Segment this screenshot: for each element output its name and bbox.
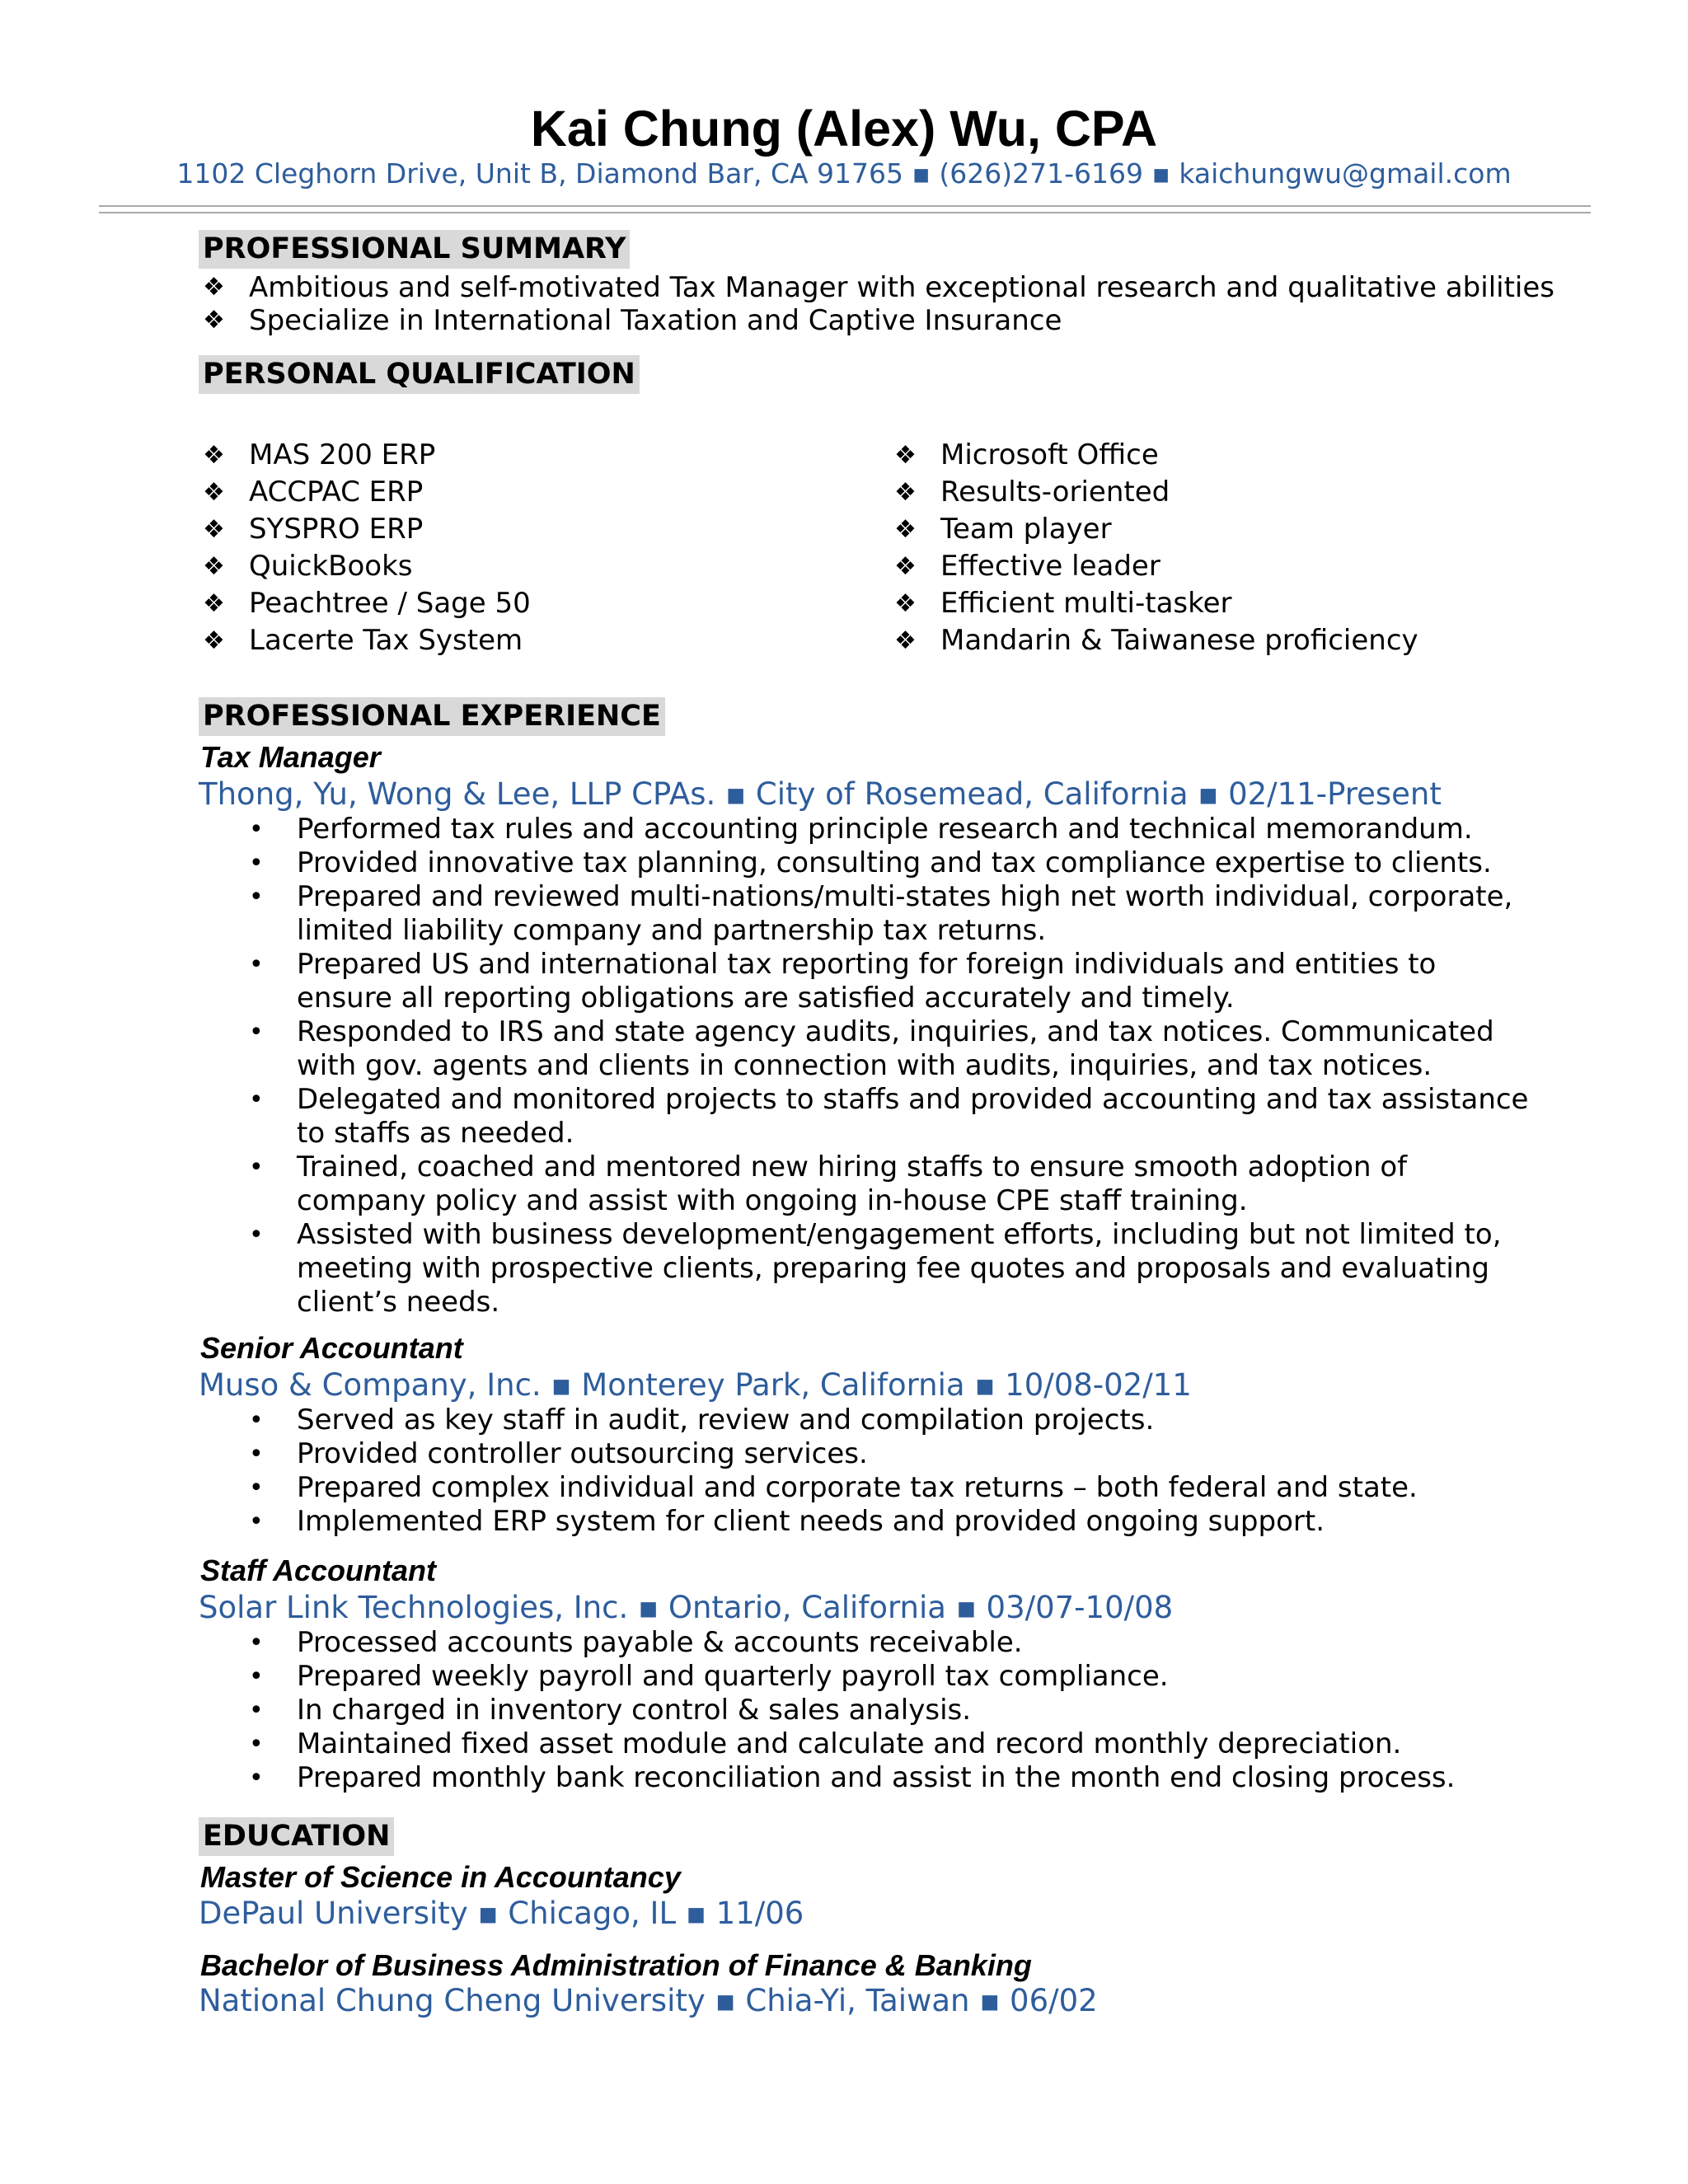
job-bullets xyxy=(247,1404,1533,1539)
list-item: • Assisted with business development/engagement efforts, including but not limited to, meeting with prospective clients, preparing fee quotes and proposals and evaluating client’s needs. xyxy=(249,1218,1502,1319)
diamond-bullet-icon: ❖ xyxy=(203,273,225,302)
list-item: • Implemented ERP system for client needs and provided ongoing support. xyxy=(249,1505,1325,1538)
diamond-bullet-icon: ❖ xyxy=(203,306,225,335)
list-item: • Prepared complex individual and corporate tax returns – both federal and state. xyxy=(249,1471,1418,1504)
section-heading-summary: PROFESSIONAL SUMMARY xyxy=(199,230,630,269)
section-heading-qualification: PERSONAL QUALIFICATION xyxy=(199,355,640,394)
bullet-icon: • xyxy=(249,1406,264,1435)
bullet-icon: • xyxy=(249,1730,264,1759)
list-item: • In charged in inventory control & sales analysis. xyxy=(249,1694,972,1727)
bullet-icon: • xyxy=(249,1764,264,1793)
diamond-bullet-icon: ❖ xyxy=(894,441,917,470)
diamond-bullet-icon: ❖ xyxy=(894,626,917,655)
candidate-name: Kai Chung (Alex) Wu, CPA xyxy=(530,101,1158,157)
degree-title: Master of Science in Accountancy xyxy=(200,1860,681,1894)
list-item: • Processed accounts payable & accounts receivable. xyxy=(249,1626,1023,1659)
bullet-icon: • xyxy=(249,1153,264,1182)
diamond-bullet-icon: ❖ xyxy=(894,552,917,581)
list-item: ❖ SYSPRO ERP xyxy=(199,511,531,548)
list-item: ❖ Effective leader xyxy=(890,548,1418,585)
list-item: ❖ Ambitious and self-motivated Tax Manager with exceptional research and qualitative abilities xyxy=(203,271,1555,304)
bullet-icon: • xyxy=(249,849,264,878)
list-item: ❖ Peachtree / Sage 50 xyxy=(199,585,531,622)
list-item: • Served as key staff in audit, review and compilation projects. xyxy=(249,1404,1155,1436)
bullet-icon: • xyxy=(249,1221,264,1249)
job-bullets xyxy=(247,1626,1533,1795)
list-item: ❖ QuickBooks xyxy=(199,548,531,585)
list-item: ❖ Efficient multi-tasker xyxy=(890,585,1418,622)
list-item: ❖ Mandarin & Taiwanese proficiency xyxy=(890,622,1418,659)
list-item: ❖ ACCPAC ERP xyxy=(199,474,531,511)
diamond-bullet-icon: ❖ xyxy=(203,478,225,507)
bullet-icon: • xyxy=(249,1662,264,1691)
degree-meta: National Chung Cheng University ▪ Chia-Yi, Taiwan ▪ 06/02 xyxy=(199,1983,1098,2018)
job-meta: Muso & Company, Inc. ▪ Monterey Park, California ▪ 10/08-02/11 xyxy=(199,1367,1192,1403)
job-title: Tax Manager xyxy=(200,740,381,774)
list-item: ❖ Specialize in International Taxation and Captive Insurance xyxy=(203,304,1062,337)
list-item: • Prepared and reviewed multi-nations/multi-states high net worth individual, corporate, limited liability company and partnership tax returns. xyxy=(249,880,1513,947)
list-item: ❖ Results-oriented xyxy=(890,474,1418,511)
list-item: • Provided innovative tax planning, consulting and tax compliance expertise to clients. xyxy=(249,846,1492,879)
bullet-icon: • xyxy=(249,1440,264,1469)
qualification-list-left xyxy=(199,437,531,659)
list-item: • Delegated and monitored projects to staffs and provided accounting and tax assistance to staffs as needed. xyxy=(249,1083,1529,1150)
list-item: • Responded to IRS and state agency audits, inquiries, and tax notices. Communicated with gov. agents and clients in connection with audits, inquiries, and tax notices. xyxy=(249,1015,1494,1082)
list-item: • Prepared US and international tax reporting for foreign individuals and entities to ensure all reporting obligations are satisfied accurately and timely. xyxy=(249,948,1437,1015)
diamond-bullet-icon: ❖ xyxy=(894,478,917,507)
list-item: • Provided controller outsourcing services. xyxy=(249,1437,868,1470)
list-item: • Performed tax rules and accounting principle research and technical memorandum. xyxy=(249,813,1473,846)
bullet-icon: • xyxy=(249,1507,264,1536)
list-item: ❖ Lacerte Tax System xyxy=(199,622,531,659)
bullet-icon: • xyxy=(249,815,264,844)
bullet-icon: • xyxy=(249,1018,264,1047)
job-title: Senior Accountant xyxy=(200,1331,463,1365)
bullet-icon: • xyxy=(249,1629,264,1657)
degree-meta: DePaul University ▪ Chicago, IL ▪ 11/06 xyxy=(199,1896,804,1931)
list-item: ❖ Microsoft Office xyxy=(890,437,1418,474)
bullet-icon: • xyxy=(249,1085,264,1114)
list-item: ❖ Team player xyxy=(890,511,1418,548)
diamond-bullet-icon: ❖ xyxy=(894,589,917,618)
job-meta: Thong, Yu, Wong & Lee, LLP CPAs. ▪ City of Rosemead, California ▪ 02/11-Present xyxy=(199,776,1442,812)
job-bullets xyxy=(247,813,1533,1319)
bullet-icon: • xyxy=(249,883,264,912)
list-item: ❖ MAS 200 ERP xyxy=(199,437,531,474)
diamond-bullet-icon: ❖ xyxy=(203,589,225,618)
contact-line: 1102 Cleghorn Drive, Unit B, Diamond Bar, CA 91765 ▪ (626)271-6169 ▪ kaichungwu@gmail.com xyxy=(176,157,1512,190)
qualification-list-right xyxy=(890,437,1418,659)
section-heading-education: EDUCATION xyxy=(199,1817,394,1856)
job-meta: Solar Link Technologies, Inc. ▪ Ontario, California ▪ 03/07-10/08 xyxy=(199,1590,1174,1625)
bullet-icon: • xyxy=(249,1474,264,1502)
list-item: • Maintained fixed asset module and calculate and record monthly depreciation. xyxy=(249,1727,1402,1760)
diamond-bullet-icon: ❖ xyxy=(203,626,225,655)
diamond-bullet-icon: ❖ xyxy=(894,515,917,544)
list-item: • Prepared weekly payroll and quarterly payroll tax compliance. xyxy=(249,1660,1169,1693)
bullet-icon: • xyxy=(249,950,264,979)
list-item: • Prepared monthly bank reconciliation and assist in the month end closing process. xyxy=(249,1761,1456,1794)
summary-list xyxy=(199,271,1554,337)
section-heading-experience: PROFESSIONAL EXPERIENCE xyxy=(199,697,665,736)
job-title: Staff Accountant xyxy=(200,1554,437,1587)
degree-title: Bachelor of Business Administration of Finance & Banking xyxy=(200,1948,1032,1982)
diamond-bullet-icon: ❖ xyxy=(203,552,225,581)
bullet-icon: • xyxy=(249,1696,264,1725)
header-divider xyxy=(99,205,1591,213)
diamond-bullet-icon: ❖ xyxy=(203,515,225,544)
list-item: • Trained, coached and mentored new hiring staffs to ensure smooth adoption of company policy and assist with ongoing in-house CPE staff training. xyxy=(249,1151,1408,1217)
diamond-bullet-icon: ❖ xyxy=(203,441,225,470)
